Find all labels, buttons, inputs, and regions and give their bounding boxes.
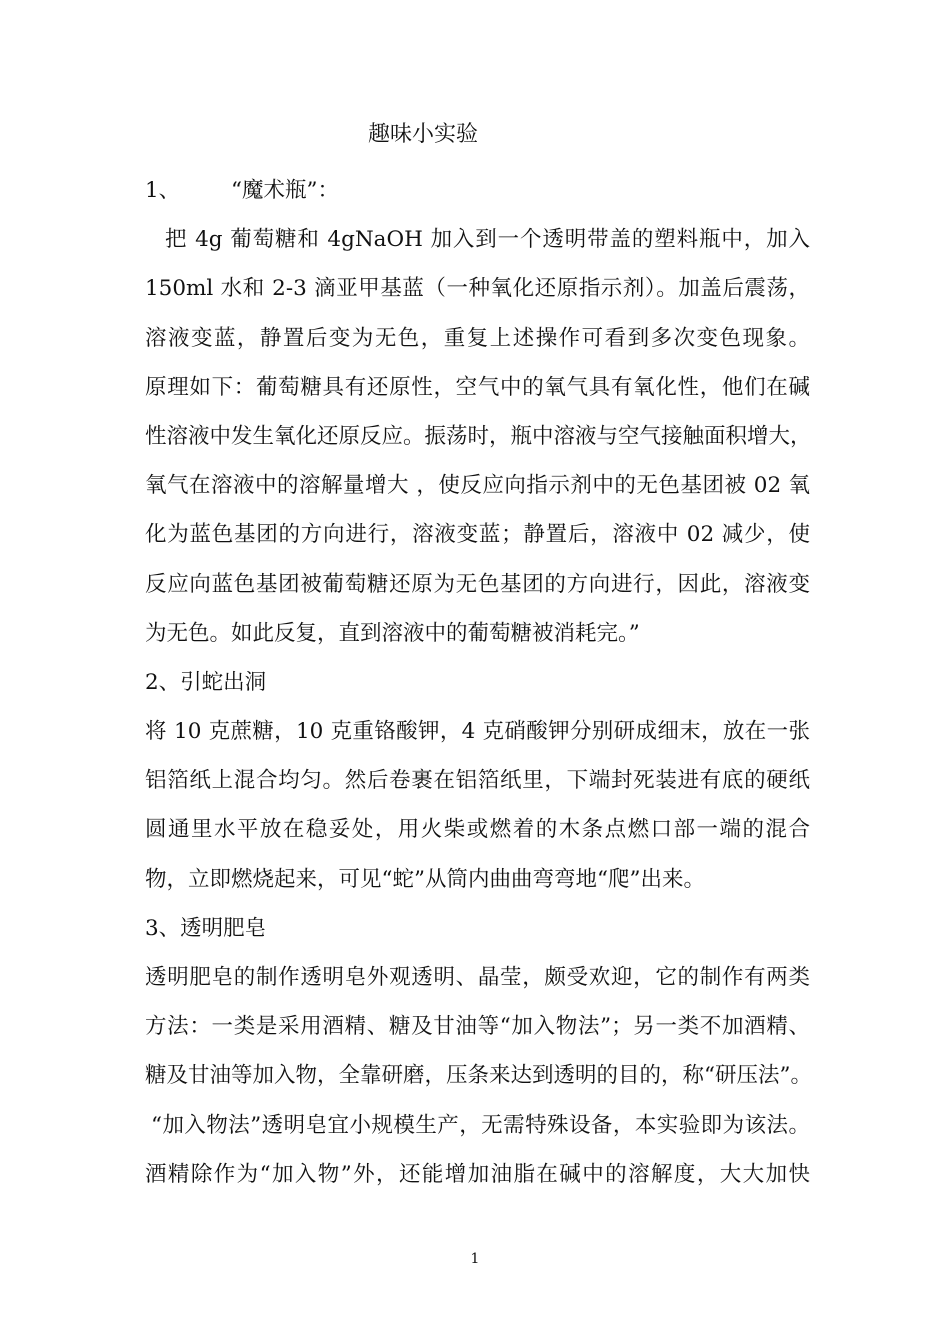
paragraph-line: “加入物法”透明皂宜小规模生产，无需特殊设备，本实验即为该法。: [151, 1112, 810, 1138]
paragraph-line: 方法：一类是采用酒精、糖及甘油等“加入物法”；另一类不加酒精、: [145, 1014, 810, 1040]
paragraph-line: 150ml 水和 2-3 滴亚甲基蓝（一种氧化还原指示剂）。加盖后震荡，: [145, 276, 810, 302]
section-1-number: 1、: [145, 178, 181, 203]
paragraph-line: 物，立即燃烧起来，可见“蛇”从筒内曲曲弯弯地“爬”出来。: [145, 866, 705, 892]
paragraph-line: 圆通里水平放在稳妥处，用火柴或燃着的木条点燃口部一端的混合: [145, 817, 810, 843]
section-3-heading: 3、透明肥皂: [145, 915, 267, 941]
page-number: 1: [470, 1251, 480, 1267]
paragraph-line: 酒精除作为“加入物”外，还能增加油脂在碱中的溶解度，大大加快: [145, 1161, 810, 1187]
paragraph-line: 溶液变蓝，静置后变为无色，重复上述操作可看到多次变色现象。: [145, 325, 810, 351]
paragraph-line: 反应向蓝色基团被葡萄糖还原为无色基团的方向进行，因此，溶液变: [145, 571, 810, 597]
paragraph-line: 把 4g 葡萄糖和 4gNaOH 加入到一个透明带盖的塑料瓶中，加入: [165, 227, 810, 253]
paragraph-line: 糖及甘油等加入物，全靠研磨，压条来达到透明的目的，称“研压法”。: [145, 1063, 812, 1089]
paragraph-line: 透明肥皂的制作透明皂外观透明、晶莹，颇受欢迎，它的制作有两类: [145, 965, 810, 990]
section-2-heading: 2、引蛇出洞: [145, 669, 267, 695]
document-body: [145, 166, 810, 1199]
document-title: 趣味小实验: [368, 122, 479, 147]
section-1-title: “魔术瓶”：: [231, 178, 339, 203]
paragraph-line: 氧气在溶液中的溶解量增大 ，使反应向指示剂中的无色基团被 02 氧: [145, 473, 810, 499]
paragraph-line: 将 10 克蔗糖，10 克重铬酸钾，4 克硝酸钾分别研成细末，放在一张: [145, 719, 810, 745]
section-1-heading: [145, 166, 810, 215]
paragraph-line: 原理如下：葡萄糖具有还原性，空气中的氧气具有氧化性，他们在碱: [145, 374, 810, 400]
paragraph-line: 化为蓝色基团的方向进行，溶液变蓝；静置后，溶液中 02 减少，使: [145, 522, 810, 548]
paragraph-line: 铝箔纸上混合均匀。然后卷裹在铝箔纸里，下端封死装进有底的硬纸: [145, 768, 810, 794]
paragraph-line: 性溶液中发生氧化还原反应。振荡时，瓶中溶液与空气接触面积增大，: [145, 423, 812, 449]
paragraph-line: 为无色。如此反复，直到溶液中的葡萄糖被消耗完。”: [145, 620, 640, 646]
